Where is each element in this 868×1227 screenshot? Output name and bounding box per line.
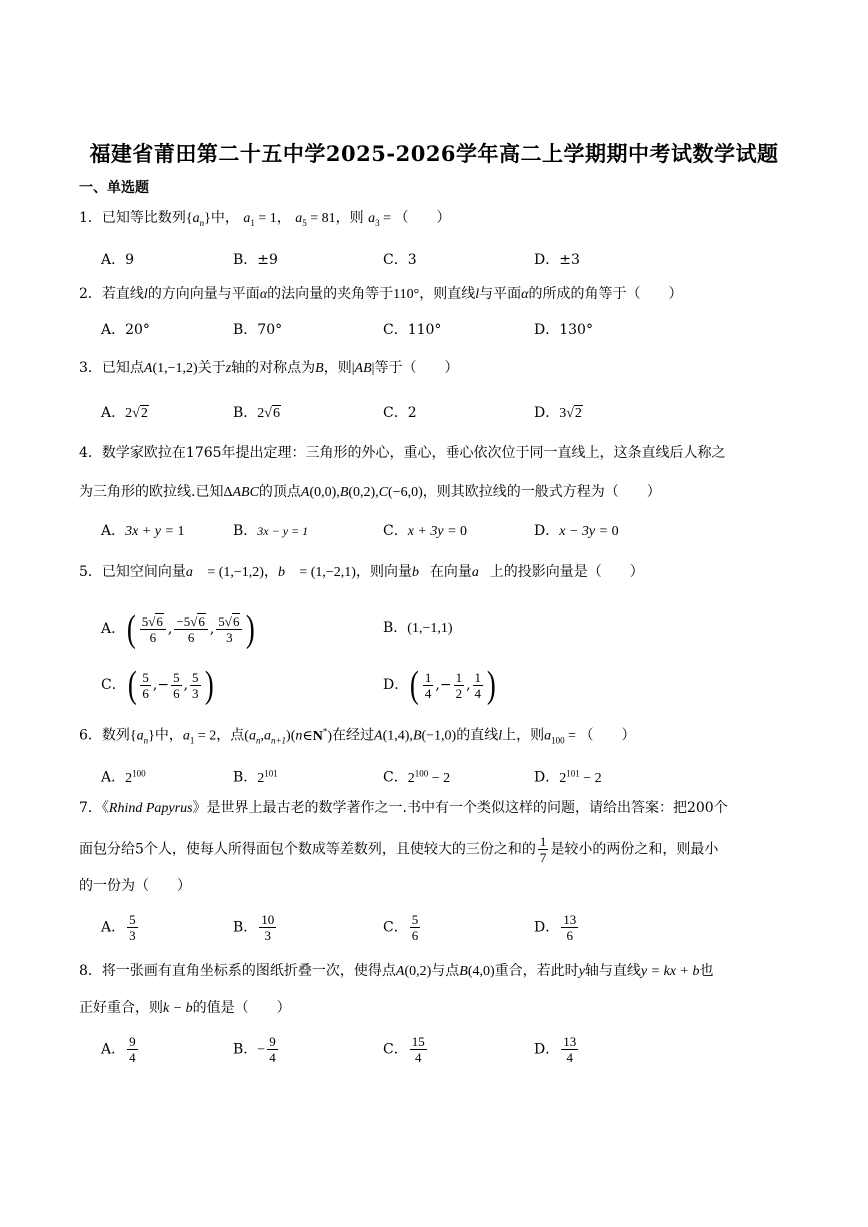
q8-option-b: B．− $\frac{9}{4}$	[233, 1034, 276, 1065]
question-4-line1: 4．数学家欧拉在1765年提出定理：三角形的外心，重心，垂心依次位于同一直线上，这条直线后人称之	[79, 445, 726, 461]
q5-option-b: B．(1,−1,1)	[383, 620, 453, 636]
q4-option-c: C．x + 3y = 0	[383, 523, 468, 539]
q2-option-d: D．130°	[534, 322, 593, 338]
q7-option-a: A． $\frac{5}{3}$	[101, 912, 136, 943]
question-8-line1: 8．将一张画有直角坐标系的图纸折叠一次，使得点A(0,2)与点B(4,0)重合，若此时y轴与直线y = kx + b也	[79, 963, 714, 979]
q8-option-a: A． $\frac{9}{4}$	[101, 1034, 136, 1065]
q2-option-b: B．70°	[233, 322, 283, 338]
q8-option-c: C． $\frac{15}{4}$	[383, 1034, 425, 1065]
q2-option-a: A．20°	[101, 322, 150, 338]
q1-option-c: C．3	[383, 252, 417, 268]
exam-title: 福建省莆田第二十五中学2025-2026学年高二上学期期中考试数学试题	[89, 141, 779, 166]
q4-option-b: B．3x − y = 1	[233, 523, 309, 539]
question-6: 6．数列$\{a_n\}$中，$a_1 = 2$，点$(a_n,a_{n+1})(n\in N^*)$在经过A(1,4),B(−1,0)的直线l上，则$a_{100}$ = （ ）	[79, 726, 636, 746]
q6-option-c: C．$2^{100} - 2$	[383, 768, 451, 786]
q8-option-d: D． $\frac{13}{4}$	[534, 1034, 577, 1065]
question-7-line1: 7．《Rhind Papyrus》是世界上最古老的数学著作之一.书中有一个类似这样的问题，请给出答案：把200个	[79, 800, 728, 816]
question-7-line2: 面包分给5个人，使每人所得面包个数成等差数列，且使较大的三份之和的 $\frac{1}{7}$ 是较小的两份之和，则最小	[79, 834, 719, 865]
q5-option-d: D．( $\frac{1}{4}$ ,− $\frac{1}{2}$ , $\frac{1}{4}$ )	[383, 664, 496, 706]
q2-option-c: C．110°	[383, 322, 442, 338]
q1-option-a: A．9	[101, 252, 135, 268]
q3-option-c: C．2	[383, 405, 417, 421]
q5-option-a: A．( $\frac{5√6}{6}$ , $\frac{-5√6}{6}$ , $\frac{5√6}{3}$ )	[101, 608, 256, 650]
q1-option-d: D．±3	[534, 252, 580, 268]
q6-option-a: A．$2^{100}$	[101, 768, 146, 786]
q6-option-b: B．$2^{101}$	[233, 768, 278, 786]
q6-option-d: D．$2^{101} - 2$	[534, 768, 602, 786]
q7-option-d: D． $\frac{13}{6}$	[534, 912, 577, 943]
question-4-line2: 为三角形的欧拉线.已知ΔABC的顶点A(0,0),B(0,2),C(−6,0)，则其欧拉线的一般式方程为（ ）	[79, 484, 661, 500]
q7-option-c: C． $\frac{5}{6}$	[383, 912, 419, 943]
question-8-line2: 正好重合，则k − b的值是（ ）	[79, 1000, 291, 1016]
question-5: 5．已知空间向量a⃗ = (1,−1,2)，b⃗ = (1,−2,1)，则向量b⃗在向量a⃗上的投影向量是（ ）	[79, 564, 644, 580]
q1-option-b: B．±9	[233, 252, 278, 268]
q3-option-d: D．3√2	[534, 405, 582, 421]
q7-option-b: B． $\frac{10}{3}$	[233, 912, 275, 943]
question-7-line3: 的一份为（ ）	[79, 878, 191, 894]
question-2: 2．若直线l的方向向量与平面α的法向量的夹角等于110°，则直线l与平面α的所成的角等于（ ）	[79, 286, 683, 302]
question-3: 3．已知点A(1,−1,2)关于z轴的对称点为B，则|AB|等于（ ）	[79, 360, 459, 376]
q3-option-b: B．2√6	[233, 405, 280, 421]
q4-option-a: A．3x + y = 1	[101, 523, 185, 539]
question-1: 1．已知等比数列$\{a_n\}$中， $a_1 = 1$， $a_5 = 81$，则 $a_3$ = （ ）	[79, 210, 451, 228]
section-heading: 一、单选题	[79, 180, 149, 196]
q4-option-d: D．x − 3y = 0	[534, 523, 619, 539]
q3-option-a: A．2√2	[101, 405, 148, 421]
q5-option-c: C．( $\frac{5}{6}$ ,− $\frac{5}{6}$ , $\frac{5}{3}$ )	[101, 664, 214, 706]
